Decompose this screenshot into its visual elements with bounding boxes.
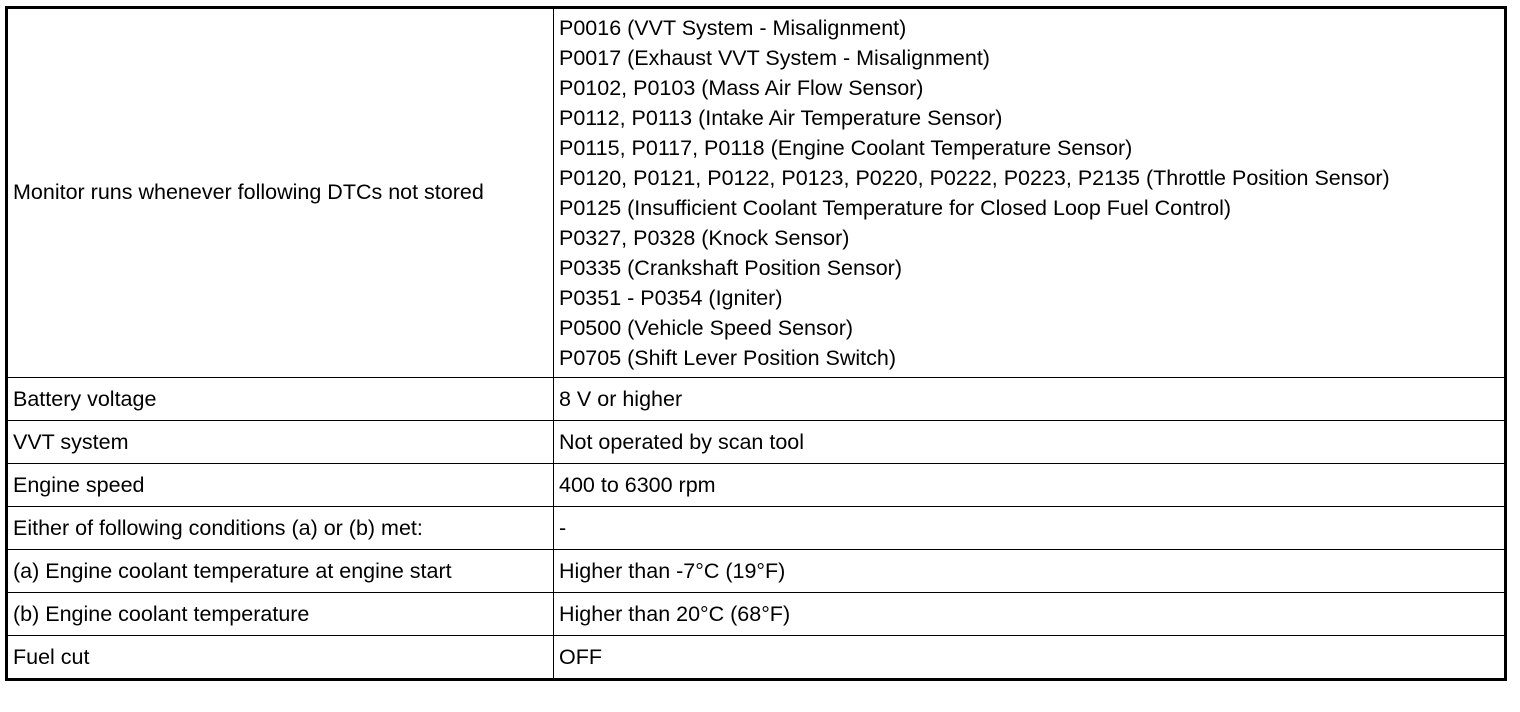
dtc-item: P0017 (Exhaust VVT System - Misalignment) — [559, 46, 990, 70]
row-value: 8 V or higher — [559, 387, 683, 411]
row-value: 400 to 6300 rpm — [559, 473, 716, 497]
row-label: Battery voltage — [8, 378, 554, 420]
monitor-conditions-table — [5, 6, 1507, 681]
dtc-item: P0335 (Crankshaft Position Sensor) — [559, 256, 902, 280]
dtc-item: P0115, P0117, P0118 (Engine Coolant Temperature Sensor) — [559, 136, 1133, 160]
row-label: (b) Engine coolant temperature — [8, 593, 554, 635]
dtc-item: P0125 (Insufficient Coolant Temperature for Closed Loop Fuel Control) — [559, 196, 1232, 220]
dtc-item: P0327, P0328 (Knock Sensor) — [559, 226, 850, 250]
dtc-item: P0120, P0121, P0122, P0123, P0220, P0222, P0223, P2135 (Throttle Position Sensor) — [559, 166, 1390, 190]
table-row — [8, 9, 1504, 377]
row-value: - — [559, 516, 567, 540]
table-row — [8, 420, 1504, 463]
row-value: OFF — [559, 645, 602, 669]
row-value: Not operated by scan tool — [559, 430, 805, 454]
row-label: Fuel cut — [8, 636, 554, 678]
row-value: Higher than -7°C (19°F) — [559, 559, 786, 583]
dtc-list — [554, 9, 1504, 377]
table-row — [8, 635, 1504, 678]
row-value: Higher than 20°C (68°F) — [559, 602, 791, 626]
dtc-item: P0016 (VVT System - Misalignment) — [559, 16, 907, 40]
dtc-item: P0102, P0103 (Mass Air Flow Sensor) — [559, 76, 924, 100]
row-label: VVT system — [8, 421, 554, 463]
table-row — [8, 592, 1504, 635]
table-row — [8, 463, 1504, 506]
row-label: Either of following conditions (a) or (b) met: — [8, 507, 554, 549]
dtc-item: P0705 (Shift Lever Position Switch) — [559, 346, 896, 370]
dtc-item: P0500 (Vehicle Speed Sensor) — [559, 316, 854, 340]
row-label: (a) Engine coolant temperature at engine start — [8, 550, 554, 592]
row-label: Engine speed — [8, 464, 554, 506]
table-row — [8, 377, 1504, 420]
table-row — [8, 506, 1504, 549]
dtc-item: P0112, P0113 (Intake Air Temperature Sensor) — [559, 106, 1003, 130]
table-row — [8, 549, 1504, 592]
dtc-item: P0351 - P0354 (Igniter) — [559, 286, 783, 310]
row-label: Monitor runs whenever following DTCs not stored — [8, 9, 554, 377]
